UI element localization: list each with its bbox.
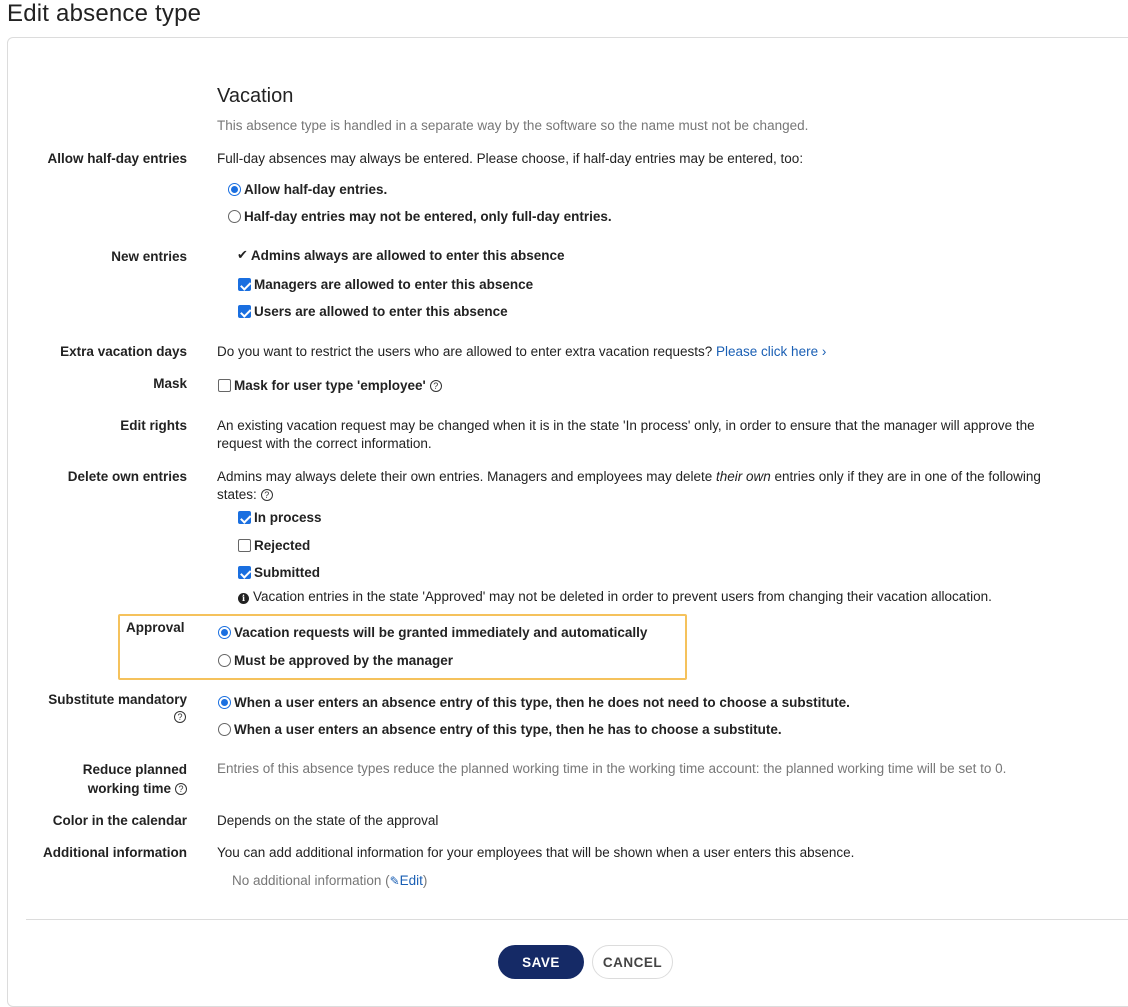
calendar-color-label: Color in the calendar <box>52 813 187 828</box>
approval-auto-radio[interactable] <box>218 626 231 639</box>
additional-info-value: No additional information (✎Edit) <box>232 873 428 888</box>
new-entries-label: New entries <box>111 249 187 264</box>
delete-own-label: Delete own entries <box>67 469 187 484</box>
help-icon[interactable]: ? <box>175 783 187 795</box>
mask-employee-checkbox[interactable] <box>218 379 231 392</box>
absence-type-name: Vacation <box>217 85 294 107</box>
info-icon: i <box>238 593 249 604</box>
approval-auto-option[interactable]: Vacation requests will be granted immediately and automatically <box>218 625 647 640</box>
managers-allowed-option[interactable]: Managers are allowed to enter this absence <box>238 277 533 292</box>
calendar-color-description: Depends on the state of the approval <box>217 813 439 828</box>
users-allowed-checkbox[interactable] <box>238 305 251 318</box>
reduce-working-time-description: Entries of this absence types reduce the planned working time in the working time account: the planned working time will be set to 0. <box>217 761 1007 776</box>
edit-additional-info-link[interactable]: ✎Edit <box>389 873 423 888</box>
edit-rights-description: An existing vacation request may be changed when it is in the state 'In process' only, in order to ensure that the manager will approve the request with the correct information. <box>217 418 1035 451</box>
delete-submitted-option[interactable]: Submitted <box>238 565 320 580</box>
substitute-required-radio[interactable] <box>218 723 231 736</box>
approval-highlight <box>118 614 687 680</box>
half-day-description: Full-day absences may always be entered. Please choose, if half-day entries may be entered, too: <box>217 151 804 166</box>
form-divider <box>26 919 1128 920</box>
additional-info-description: You can add additional information for your employees that will be shown when a user enters this absence. <box>217 845 855 860</box>
delete-submitted-checkbox[interactable] <box>238 566 251 579</box>
mask-label: Mask <box>153 376 187 391</box>
approval-label: Approval <box>126 620 185 635</box>
edit-rights-label: Edit rights <box>120 418 187 433</box>
extra-vacation-label: Extra vacation days <box>60 344 187 359</box>
help-icon[interactable]: ? <box>430 380 442 392</box>
half-day-label: Allow half-day entries <box>47 151 187 166</box>
checkmark-icon: ✔ <box>237 247 248 262</box>
half-day-deny-radio[interactable] <box>228 210 241 223</box>
absence-type-note: This absence type is handled in a separate way by the software so the name must not be changed. <box>217 118 809 133</box>
page-title: Edit absence type <box>7 0 202 27</box>
substitute-not-needed-radio[interactable] <box>218 696 231 709</box>
delete-in-process-checkbox[interactable] <box>238 511 251 524</box>
delete-own-description: Admins may always delete their own entries. Managers and employees may delete their own entries only if they are in one of the following states: ? <box>217 469 1041 502</box>
delete-info-note: i Vacation entries in the state 'Approved' may not be deleted in order to prevent users from changing their vacation allocation. <box>238 589 992 604</box>
managers-allowed-checkbox[interactable] <box>238 278 251 291</box>
half-day-allow-option[interactable]: Allow half-day entries. <box>228 182 387 197</box>
delete-in-process-option[interactable]: In process <box>238 510 322 525</box>
help-icon[interactable]: ? <box>261 489 273 501</box>
additional-info-label: Additional information <box>43 845 187 860</box>
extra-vacation-description: Do you want to restrict the users who are allowed to enter extra vacation requests? Please click here › <box>217 344 827 359</box>
mask-employee-option[interactable]: Mask for user type 'employee' ? <box>218 378 442 393</box>
pencil-icon: ✎ <box>389 874 400 888</box>
substitute-required-option[interactable]: When a user enters an absence entry of this type, then he has to choose a substitute. <box>218 722 782 737</box>
cancel-button[interactable]: CANCEL <box>592 945 673 979</box>
extra-vacation-link[interactable]: Please click here › <box>716 344 827 359</box>
approval-manager-radio[interactable] <box>218 654 231 667</box>
save-button[interactable]: SAVE <box>498 945 584 979</box>
reduce-working-time-label: Reduce planned working time ? <box>82 762 187 796</box>
delete-rejected-checkbox[interactable] <box>238 539 251 552</box>
delete-rejected-option[interactable]: Rejected <box>238 538 310 553</box>
substitute-help <box>174 709 186 724</box>
help-icon[interactable]: ? <box>174 711 186 723</box>
half-day-deny-option[interactable]: Half-day entries may not be entered, only full-day entries. <box>228 209 612 224</box>
approval-manager-option[interactable]: Must be approved by the manager <box>218 653 453 668</box>
half-day-allow-radio[interactable] <box>228 183 241 196</box>
users-allowed-option[interactable]: Users are allowed to enter this absence <box>238 304 508 319</box>
substitute-label: Substitute mandatory <box>48 692 187 707</box>
substitute-not-needed-option[interactable]: When a user enters an absence entry of this type, then he does not need to choose a substitute. <box>218 695 850 710</box>
admins-allowed-item: ✔ Admins always are allowed to enter this absence <box>237 247 565 263</box>
